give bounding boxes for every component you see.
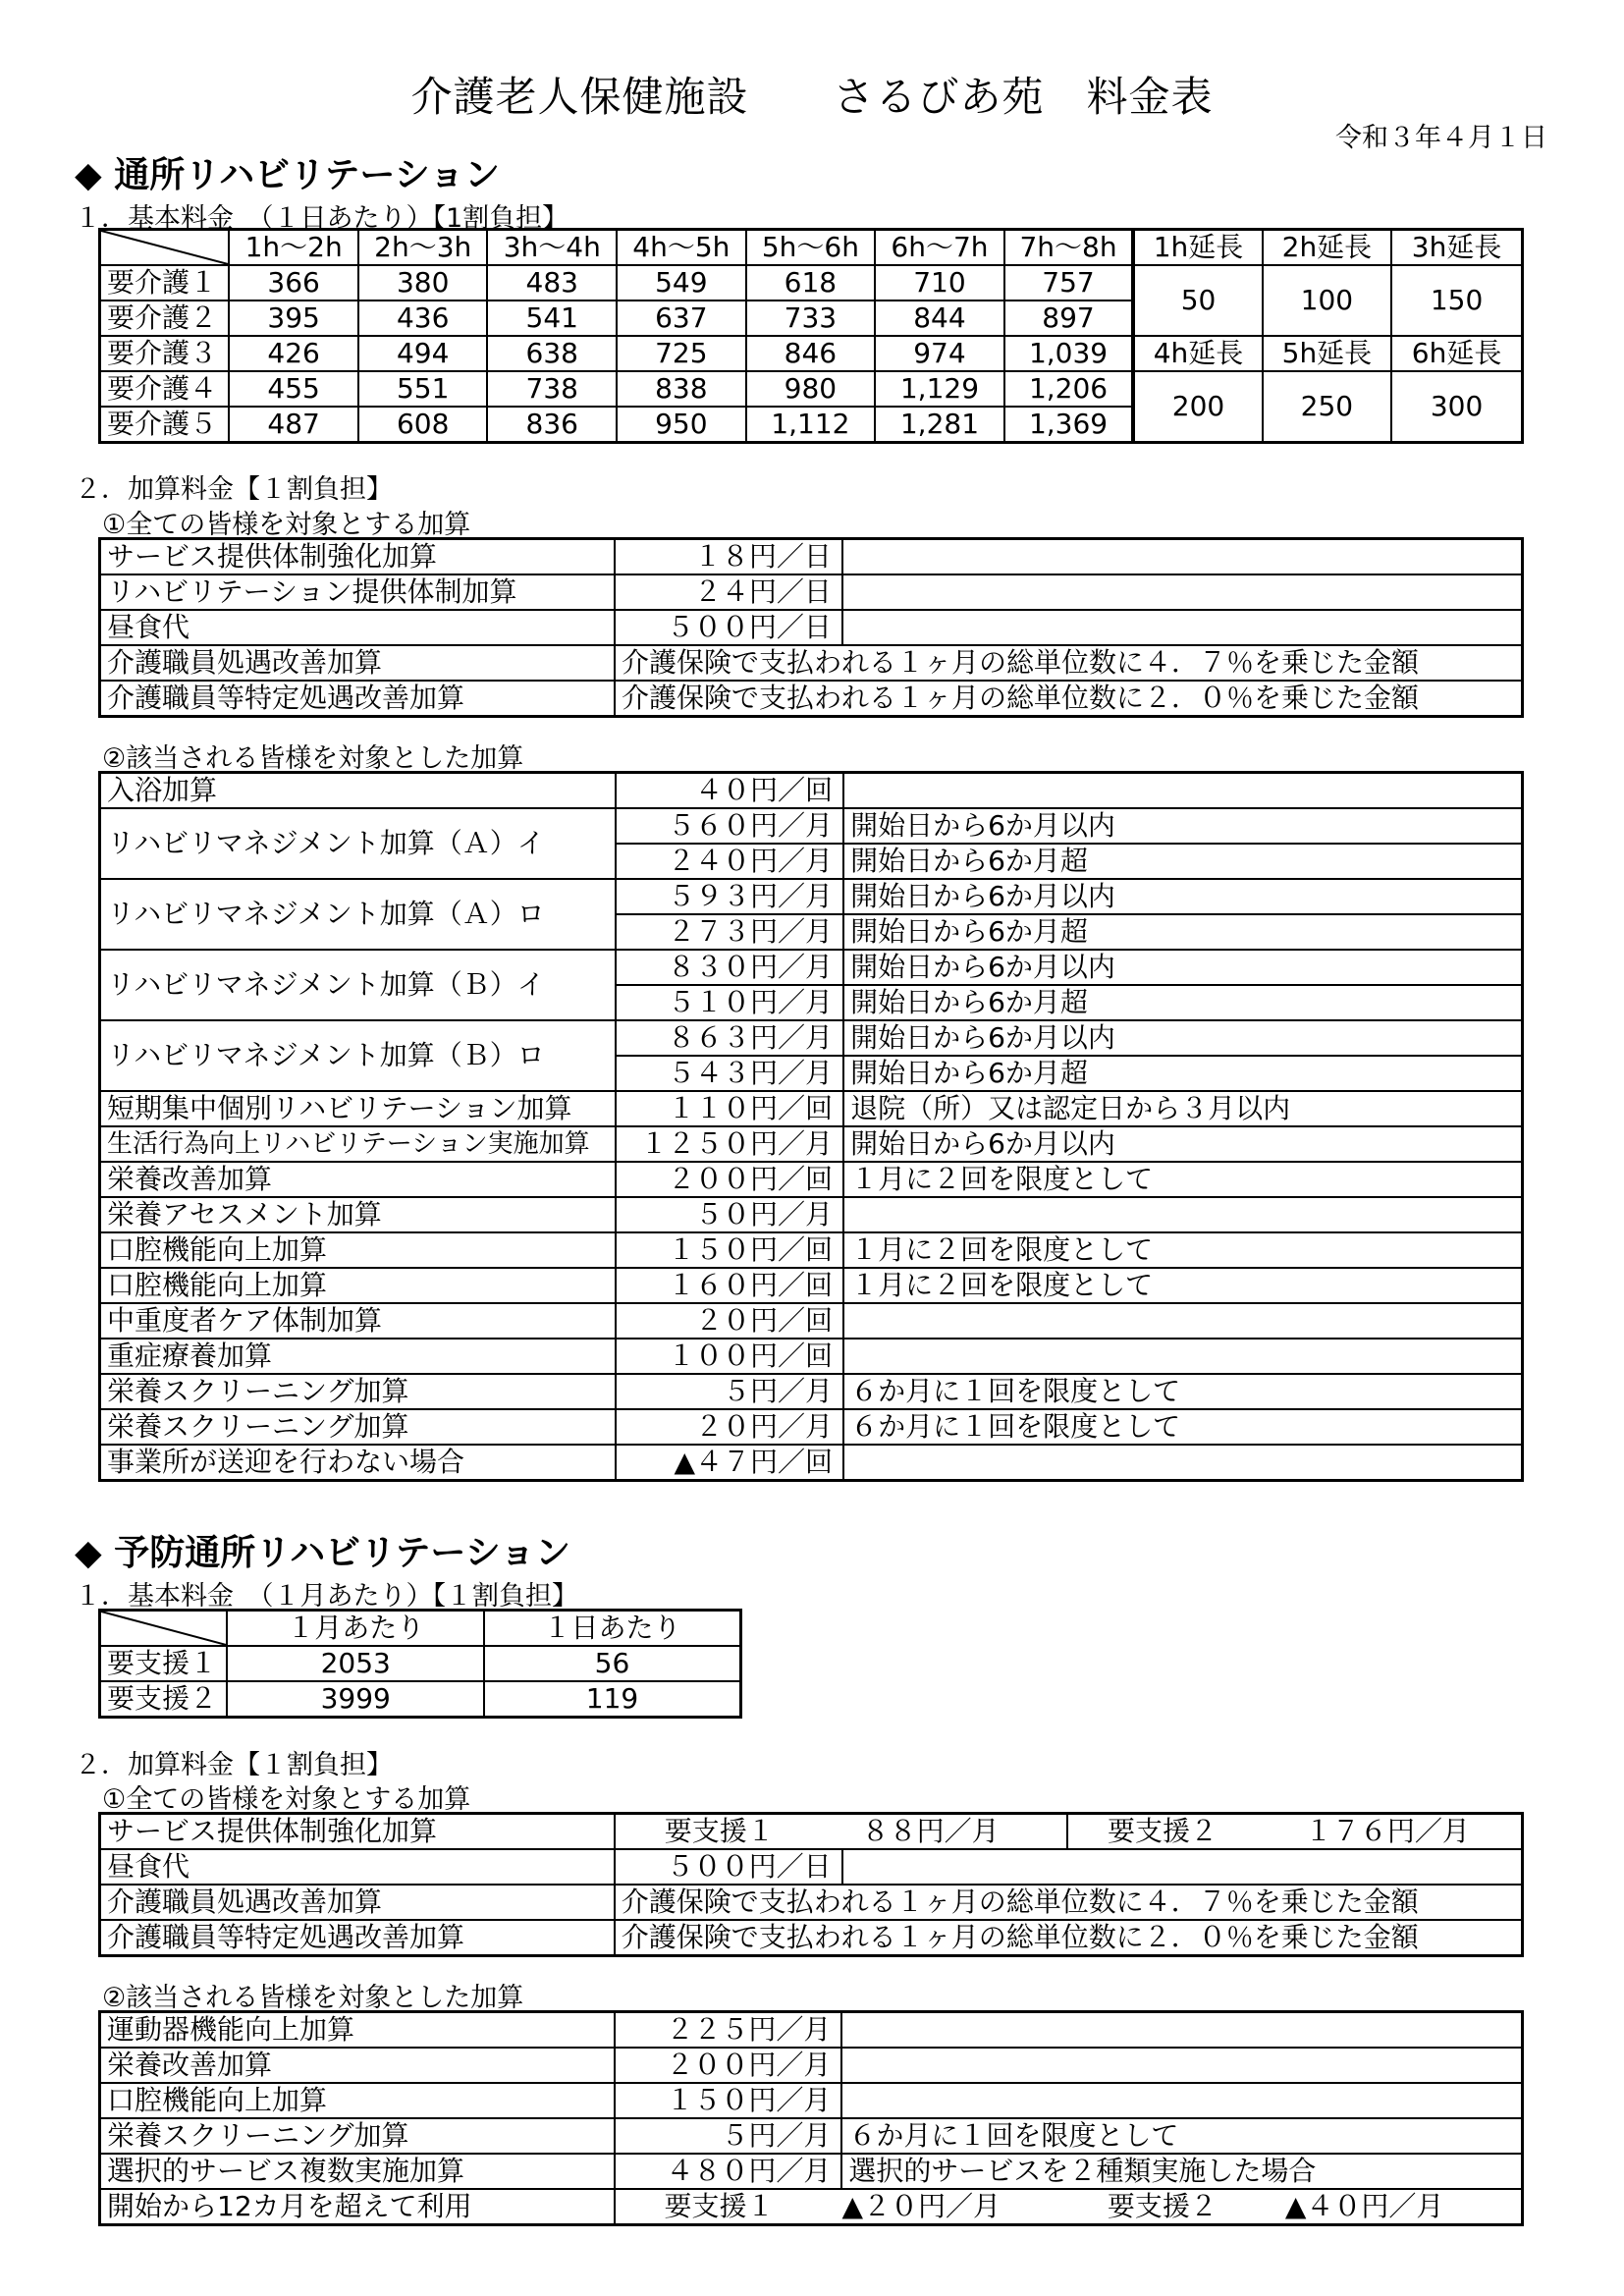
addon-note: 開始日から6か月以内 (843, 1020, 1522, 1056)
ext-value: 200 (1133, 371, 1262, 443)
fee-cell: 757 (1004, 265, 1134, 301)
rehab-management-name: リハビリマネジメント加算（Ｂ）イ (100, 950, 617, 1020)
tier-price: １７６円／月 (1304, 1815, 1470, 1847)
addon-name: 介護職員処遇改善加算 (100, 1885, 615, 1920)
addon-price: ５０円／月 (616, 1197, 843, 1232)
addon-price: ８３０円／月 (616, 950, 843, 985)
addon-name: 口腔機能向上加算 (100, 1268, 617, 1303)
addon-note (843, 773, 1522, 809)
col-header: 1h～2h (229, 230, 358, 266)
addon-name: リハビリテーション提供体制加算 (100, 574, 616, 610)
addon-note (841, 2083, 1522, 2118)
row-label: 要介護２ (100, 301, 230, 336)
ext-value: 50 (1133, 265, 1262, 336)
ext-header: 1h延長 (1133, 230, 1262, 266)
fee-cell: 725 (617, 336, 746, 371)
header-corner (100, 1611, 228, 1647)
tier-label: 要支援２ (1107, 2190, 1218, 2222)
addon-price: ２７３円／月 (616, 914, 843, 950)
addon-price: ５００円／日 (615, 1849, 842, 1885)
fee-cell: 483 (487, 265, 617, 301)
addon-price: １００円／回 (616, 1339, 843, 1374)
tier-price: ▲２０円／月 (841, 2190, 1001, 2222)
addon-note: ６か月に１回を限度として (843, 1409, 1522, 1445)
fee-cell: 980 (746, 371, 876, 407)
addon-note: １月に２回を限度として (843, 1232, 1522, 1268)
fee-cell: 710 (875, 265, 1004, 301)
addon-price: １８円／日 (615, 539, 842, 575)
prevention-basic-fee-table (98, 1609, 742, 1719)
fee-cell: 1,369 (1004, 407, 1134, 443)
addon-note (842, 1849, 1523, 1885)
addon-note (842, 539, 1523, 575)
addon-price: ４０円／回 (616, 773, 843, 809)
addon-name: 中重度者ケア体制加算 (100, 1303, 617, 1339)
addon-note: 開始日から6か月以内 (843, 879, 1522, 914)
fee-cell: 897 (1004, 301, 1134, 336)
addon-name: 重症療養加算 (100, 1339, 617, 1374)
addon-price: ４８０円／月 (615, 2154, 842, 2189)
fee-cell: 1,039 (1004, 336, 1134, 371)
addon-note: ６か月に１回を限度として (841, 2118, 1522, 2154)
addon-name: サービス提供体制強化加算 (100, 539, 616, 575)
section2-sub1-caption: ①全ての皆様を対象とする加算 (102, 1784, 471, 1815)
addon-note (841, 2012, 1522, 2049)
tier-price: ８８円／月 (861, 1815, 1000, 1847)
addon-note: １月に２回を限度として (843, 1162, 1522, 1197)
fee-cell: 1,112 (746, 407, 876, 443)
col-header: １日あたり (484, 1611, 741, 1647)
fee-cell: 738 (487, 371, 617, 407)
care-addon-all-table (98, 537, 1524, 718)
addon-name: 昼食代 (100, 610, 616, 645)
addon-price: ２０円／回 (616, 1303, 843, 1339)
section1-sub2-caption: ②該当される皆様を対象とした加算 (102, 743, 524, 774)
addon-note (842, 574, 1523, 610)
fee-cell: 974 (875, 336, 1004, 371)
fee-cell: 494 (358, 336, 488, 371)
fee-cell: 1,281 (875, 407, 1004, 443)
addon-price: ２０円／月 (616, 1409, 843, 1445)
fee-cell: 838 (617, 371, 746, 407)
addon-price: ５００円／日 (615, 610, 842, 645)
addon-note: 開始日から6か月以内 (843, 808, 1522, 844)
row-label: 要支援２ (100, 1681, 228, 1718)
fee-cell: 637 (617, 301, 746, 336)
section1-addon-caption: ２．加算料金【１割負担】 (75, 474, 393, 505)
addon-name: 栄養アセスメント加算 (100, 1197, 617, 1232)
section1-basic-caption: １．基本料金 （１日あたり）【1割負担】 (75, 203, 569, 234)
col-header: 5h～6h (746, 230, 876, 266)
row-label: 要支援１ (100, 1646, 228, 1681)
addon-price: ２４０円／月 (616, 844, 843, 879)
long-term-tier1 (615, 2189, 1523, 2225)
addon-price: １６０円／回 (616, 1268, 843, 1303)
addon-price: ５４３円／月 (616, 1056, 843, 1091)
fee-cell: 549 (617, 265, 746, 301)
addon-name: 介護職員処遇改善加算 (100, 645, 616, 681)
addon-price: ５１０円／月 (616, 985, 843, 1020)
row-label: 要介護１ (100, 265, 230, 301)
addon-note (843, 1445, 1522, 1481)
section1-heading: ◆ 通所リハビリテーション (75, 155, 500, 195)
fee-cell: 608 (358, 407, 488, 443)
page-title: 介護老人保健施設 さるびあ苑 料金表 (410, 73, 1214, 121)
fee-cell: 2053 (227, 1646, 484, 1681)
ext-value: 300 (1391, 371, 1522, 443)
addon-note (842, 610, 1523, 645)
addon-note: １月に２回を限度として (843, 1268, 1522, 1303)
ext-header: 4h延長 (1133, 336, 1262, 371)
ext-value: 100 (1263, 265, 1391, 336)
tier-price: ▲４０円／月 (1284, 2190, 1444, 2222)
addon-price: ２００円／月 (615, 2048, 842, 2083)
fee-cell: 380 (358, 265, 488, 301)
addon-note (841, 2048, 1522, 2083)
fee-cell: 733 (746, 301, 876, 336)
col-header: 4h～5h (617, 230, 746, 266)
addon-name: 昼食代 (100, 1849, 615, 1885)
addon-name: 入浴加算 (100, 773, 617, 809)
care-basic-fee-table (98, 228, 1524, 444)
addon-note (843, 1339, 1522, 1374)
addon-name: 介護職員等特定処遇改善加算 (100, 1920, 615, 1956)
addon-note: 開始日から6か月超 (843, 844, 1522, 879)
addon-note: 開始日から6か月超 (843, 914, 1522, 950)
section2-addon-caption: ２．加算料金【１割負担】 (75, 1750, 393, 1780)
addon-name: サービス提供体制強化加算 (100, 1814, 615, 1850)
service-tier2 (1067, 1814, 1523, 1850)
fee-cell: 1,206 (1004, 371, 1134, 407)
tier-label: 要支援１ (664, 1815, 775, 1847)
addon-price: ２４円／日 (615, 574, 842, 610)
fee-cell: 551 (358, 371, 488, 407)
ext-value: 150 (1391, 265, 1522, 336)
addon-name: 口腔機能向上加算 (100, 2083, 615, 2118)
ext-value: 250 (1263, 371, 1391, 443)
addon-price: ５円／月 (615, 2118, 842, 2154)
fee-cell: 618 (746, 265, 876, 301)
row-label: 要介護５ (100, 407, 230, 443)
header-corner (100, 230, 230, 266)
addon-name: 栄養改善加算 (100, 2048, 615, 2083)
addon-price: １５０円／月 (615, 2083, 842, 2118)
addon-price: ５６０円／月 (616, 808, 843, 844)
rehab-management-name: リハビリマネジメント加算（Ｂ）ロ (100, 1020, 617, 1091)
addon-name: 栄養改善加算 (100, 1162, 617, 1197)
addon-price: ２２５円／月 (615, 2012, 842, 2049)
tier-label: 要支援１ (664, 2190, 775, 2222)
prevention-addon-applicable-table (98, 2010, 1524, 2226)
ext-header: 6h延長 (1391, 336, 1522, 371)
addon-price: １５０円／回 (616, 1232, 843, 1268)
addon-price: ５円／月 (616, 1374, 843, 1409)
addon-name: 栄養スクリーニング加算 (100, 1374, 617, 1409)
fee-cell: 844 (875, 301, 1004, 336)
row-label: 要介護４ (100, 371, 230, 407)
section2-sub2-caption: ②該当される皆様を対象とした加算 (102, 1983, 524, 2013)
tier-label: 要支援２ (1107, 1815, 1218, 1847)
addon-name: 栄養スクリーニング加算 (100, 2118, 615, 2154)
fee-cell: 846 (746, 336, 876, 371)
fee-cell: 541 (487, 301, 617, 336)
addon-name: 短期集中個別リハビリテーション加算 (100, 1091, 617, 1126)
addon-price: ５９３円／月 (616, 879, 843, 914)
addon-note: 開始日から6か月超 (843, 985, 1522, 1020)
prevention-addon-all-table (98, 1812, 1524, 1957)
fee-cell: 436 (358, 301, 488, 336)
rehab-management-name: リハビリマネジメント加算（Ａ）ロ (100, 879, 617, 950)
issue-date: 令和３年４月１日 (1335, 123, 1547, 153)
rehab-management-name: リハビリマネジメント加算（Ａ）イ (100, 808, 617, 879)
addon-price: ▲４７円／回 (616, 1445, 843, 1481)
addon-name: 栄養スクリーニング加算 (100, 1409, 617, 1445)
addon-name: 開始から12カ月を超えて利用 (100, 2189, 615, 2225)
ext-header: 5h延長 (1263, 336, 1391, 371)
addon-description: 介護保険で支払われる１ヶ月の総単位数に４．７％を乗じた金額 (615, 645, 1522, 681)
addon-note: 開始日から6か月超 (843, 1056, 1522, 1091)
fee-cell: 455 (229, 371, 358, 407)
addon-note: 退院（所）又は認定日から３月以内 (843, 1091, 1522, 1126)
addon-price: １２５０円／月 (616, 1126, 843, 1162)
addon-price: ２００円／回 (616, 1162, 843, 1197)
fee-cell: 366 (229, 265, 358, 301)
addon-description: 介護保険で支払われる１ヶ月の総単位数に４．７％を乗じた金額 (615, 1885, 1523, 1920)
fee-cell: 426 (229, 336, 358, 371)
ext-header: 3h延長 (1391, 230, 1522, 266)
addon-name: 口腔機能向上加算 (100, 1232, 617, 1268)
addon-name: 事業所が送迎を行わない場合 (100, 1445, 617, 1481)
addon-note (843, 1197, 1522, 1232)
section2-heading: ◆ 予防通所リハビリテーション (75, 1533, 570, 1573)
addon-description: 介護保険で支払われる１ヶ月の総単位数に２．０％を乗じた金額 (615, 681, 1522, 717)
col-header: 7h～8h (1004, 230, 1134, 266)
addon-note: ６か月に１回を限度として (843, 1374, 1522, 1409)
addon-note: 開始日から6か月以内 (843, 1126, 1522, 1162)
addon-note: 選択的サービスを２種類実施した場合 (841, 2154, 1522, 2189)
service-tier1 (615, 1814, 1067, 1850)
addon-name: 生活行為向上リハビリテーション実施加算 (100, 1126, 617, 1162)
addon-description: 介護保険で支払われる１ヶ月の総単位数に２．０％を乗じた金額 (615, 1920, 1523, 1956)
addon-price: １１０円／回 (616, 1091, 843, 1126)
fee-cell: 395 (229, 301, 358, 336)
care-addon-applicable-table (98, 771, 1524, 1482)
addon-price: ８６３円／月 (616, 1020, 843, 1056)
fee-cell: 1,129 (875, 371, 1004, 407)
fee-cell: 950 (617, 407, 746, 443)
section2-basic-caption: １．基本料金 （１月あたり）【１割負担】 (75, 1581, 578, 1612)
col-header: １月あたり (227, 1611, 484, 1647)
ext-header: 2h延長 (1263, 230, 1391, 266)
fee-cell: 487 (229, 407, 358, 443)
col-header: 6h～7h (875, 230, 1004, 266)
col-header: 2h～3h (358, 230, 488, 266)
col-header: 3h～4h (487, 230, 617, 266)
addon-name: 選択的サービス複数実施加算 (100, 2154, 615, 2189)
addon-name: 介護職員等特定処遇改善加算 (100, 681, 616, 717)
section1-sub1-caption: ①全ての皆様を対象とする加算 (102, 510, 471, 540)
addon-note: 開始日から6か月以内 (843, 950, 1522, 985)
fee-cell: 3999 (227, 1681, 484, 1718)
row-label: 要介護３ (100, 336, 230, 371)
fee-cell: 836 (487, 407, 617, 443)
fee-cell: 638 (487, 336, 617, 371)
addon-name: 運動器機能向上加算 (100, 2012, 615, 2049)
fee-cell: 119 (484, 1681, 741, 1718)
addon-note (843, 1303, 1522, 1339)
fee-cell: 56 (484, 1646, 741, 1681)
